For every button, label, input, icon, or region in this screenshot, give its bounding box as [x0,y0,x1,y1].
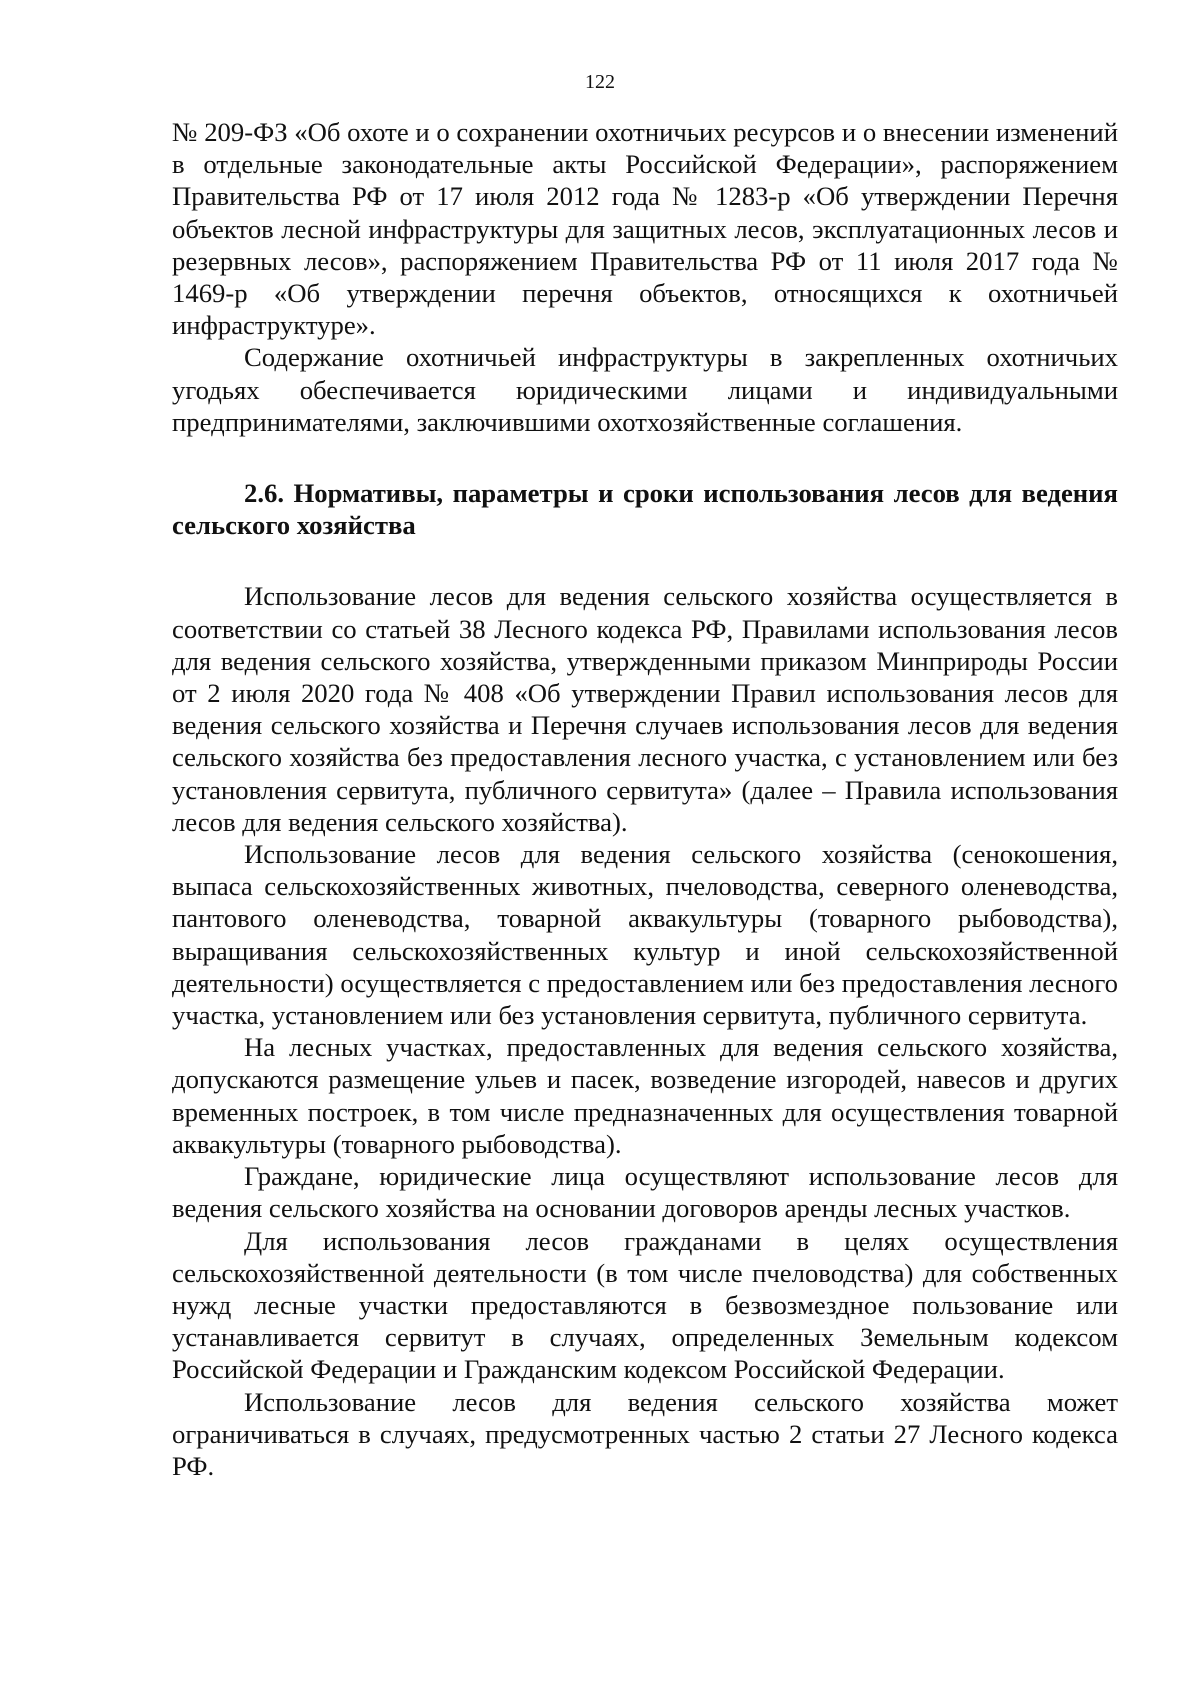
paragraph-lease-basis: Граждане, юридические лица осуществляют использование лесов для ведения сельского хозяйства на основании договоров аренды лесных участков. [172,1161,1118,1224]
paragraph-restrictions: Использование лесов для ведения сельского хозяйства может ограничиваться в случаях, предусмотренных частью 2 статьи 27 Лесного кодекса РФ. [172,1386,1118,1481]
page-number: 122 [585,71,615,93]
paragraph-agriculture-types: Использование лесов для ведения сельского хозяйства (сенокошения, выпаса сельскохозяйственных животных, пчеловодства, северного оленеводства, пантового оленеводства, товарной аквакультуры (товарного рыбоводства), выращивания сельскохозяйственных культур и иной сельскохозяйственной деятельности) осуществляется с предоставлением или без предоставления лесного участка, установлением или без установления сервитута, публичного сервитута. [172,839,1118,1031]
paragraph-allowed-structures: На лесных участках, предоставленных для ведения сельского хозяйства, допускаются размещение ульев и пасек, возведение изгородей, навесов и других временных построек, в том числе предназначенных для осуществления товарной аквакультуры (товарного рыбоводства). [172,1032,1118,1159]
paragraph-free-use: Для использования лесов гражданами в целях осуществления сельскохозяйственной деятельности (в том числе пчеловодства) для собственных нужд лесные участки предоставляются в безвозмездное пользование или устанавливается сервитут в случаях, определенных Земельным кодексом Российской Федерации и Гражданским кодексом Российской Федерации. [172,1225,1118,1385]
paragraph-continuation: № 209-ФЗ «Об охоте и о сохранении охотничьих ресурсов и о внесении изменений в отдельные законодательные акты Российской Федерации», распоряжением Правительства РФ от 17 июля 2012 года № 1283-р «Об утверждении Перечня объектов лесной инфраструктуры для защитных лесов, эксплуатационных лесов и резервных лесов», распоряжением Правительства РФ от 11 июля 2017 года № 1469-р «Об утверждении перечня объектов, относящихся к охотничьей инфраструктуре». [172,117,1118,341]
paragraph-hunting-infrastructure: Содержание охотничьей инфраструктуры в закрепленных охотничьих угодьях обеспечивается юридическими лицами и индивидуальными предпринимателями, заключившими охотхозяйственные соглашения. [172,342,1118,437]
section-heading: 2.6. Нормативы, параметры и сроки использования лесов для ведения сельского хозяйства [172,478,1118,541]
page-content [172,116,1118,1482]
paragraph-agriculture-legal-basis: Использование лесов для ведения сельского хозяйства осуществляется в соответствии со статьей 38 Лесного кодекса РФ, Правилами использования лесов для ведения сельского хозяйства, утвержденными приказом Минприроды России от 2 июля 2020 года № 408 «Об утверждении Правил использования лесов для ведения сельского хозяйства и Перечня случаев использования лесов для ведения сельского хозяйства без предоставления лесного участка, с установлением или без установления сервитута, публичного сервитута» (далее – Правила использования лесов для ведения сельского хозяйства). [172,581,1118,837]
